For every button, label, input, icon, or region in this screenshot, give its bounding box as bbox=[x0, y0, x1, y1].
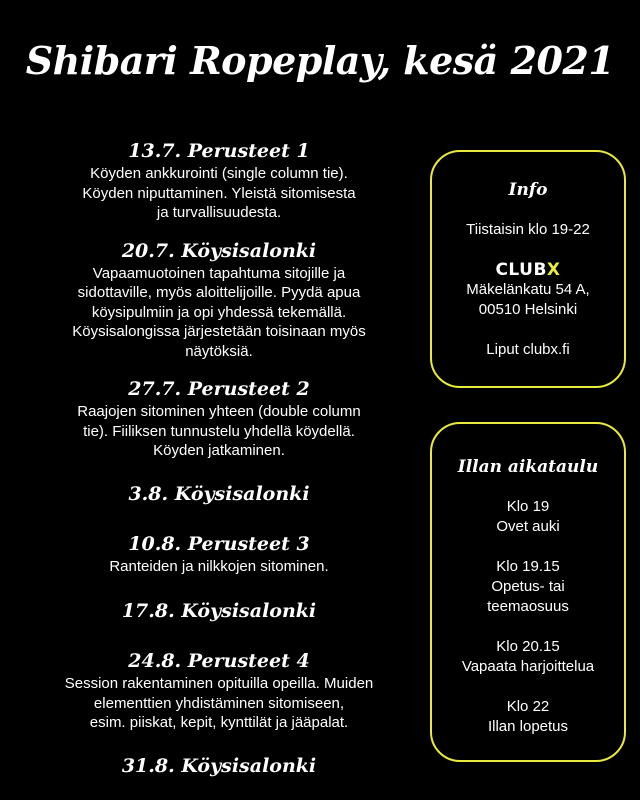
evening-title: Illan aikataulu bbox=[457, 457, 599, 477]
event-title: 10.8. Perusteet 3 bbox=[128, 532, 310, 555]
schedule-time: Klo 20.15 bbox=[496, 638, 560, 655]
schedule-time: Klo 19 bbox=[506, 498, 550, 515]
event-item bbox=[0, 648, 438, 733]
event-title: 13.7. Perusteet 1 bbox=[128, 140, 310, 162]
event-item bbox=[0, 531, 438, 577]
info-title: Info bbox=[508, 180, 548, 200]
event-title: 31.8. Köysisalonki bbox=[121, 754, 317, 777]
clubx-logo bbox=[432, 260, 624, 280]
schedule-item bbox=[432, 557, 624, 617]
event-desc-line: esim. piiskat, kepit, kynttilät ja jääpalat. bbox=[89, 714, 349, 731]
event-item bbox=[0, 238, 438, 362]
schedule-desc: Opetus- tai bbox=[491, 578, 565, 595]
logo-text: CLUB bbox=[495, 260, 547, 280]
event-item bbox=[0, 481, 438, 507]
event-title: 3.8. Köysisalonki bbox=[128, 482, 310, 505]
event-desc-line: Vapaamuotoinen tapahtuma sitojille ja bbox=[92, 264, 346, 282]
event-item bbox=[0, 598, 438, 624]
info-tickets: Liput clubx.fi bbox=[486, 341, 570, 358]
event-desc-line: sidottaville, myös aloittelijoille. Pyydä apua bbox=[77, 284, 361, 301]
event-desc-line: Köyden niputtaminen. Yleistä sitomisesta bbox=[82, 184, 356, 202]
schedule-item bbox=[432, 697, 624, 737]
schedule-desc: Illan lopetus bbox=[487, 718, 569, 735]
event-desc-line: Ranteiden ja nilkkojen sitominen. bbox=[109, 557, 329, 575]
event-desc-line: Köyden ankkurointi (single column tie). bbox=[90, 165, 348, 182]
event-desc-line: tie). Fiiliksen tunnustelu yhdellä köydellä. bbox=[83, 422, 355, 440]
event-desc-line: Köysisalongissa järjestetään toisinaan myös bbox=[72, 323, 366, 340]
event-list bbox=[0, 138, 438, 779]
event-desc-line: Session rakentaminen opituilla opeilla. Muiden bbox=[64, 675, 374, 692]
event-desc-line: elementtien yhdistäminen sitomiseen, bbox=[93, 694, 345, 712]
evening-schedule-box bbox=[430, 422, 626, 762]
event-desc-line: Raajojen sitominen yhteen (double column bbox=[77, 403, 361, 420]
event-title: 17.8. Köysisalonki bbox=[121, 600, 317, 622]
schedule-time: Klo 22 bbox=[506, 698, 550, 715]
page-title: Shibari Ropeplay, kesä 2021 bbox=[25, 38, 615, 83]
info-schedule: Tiistaisin klo 19-22 bbox=[466, 221, 590, 238]
event-item bbox=[0, 753, 438, 779]
info-address-line: Mäkelänkatu 54 A, bbox=[466, 281, 590, 298]
schedule-item bbox=[432, 497, 624, 537]
event-item bbox=[0, 138, 438, 223]
schedule-time: Klo 19.15 bbox=[496, 558, 560, 575]
info-box bbox=[430, 150, 626, 388]
event-item bbox=[0, 376, 438, 461]
event-title: 24.8. Perusteet 4 bbox=[128, 650, 310, 672]
schedule-desc: teemaosuus bbox=[487, 598, 569, 615]
schedule-item bbox=[432, 637, 624, 677]
event-title: 27.7. Perusteet 2 bbox=[128, 378, 310, 400]
event-desc-line: näytöksiä. bbox=[185, 342, 253, 360]
event-desc-line: köysipulmiin ja opi yhdessä tekemällä. bbox=[91, 303, 347, 321]
schedule-desc: Ovet auki bbox=[496, 518, 560, 535]
event-desc-line: ja turvallisuudesta. bbox=[156, 204, 282, 221]
schedule-desc: Vapaata harjoittelua bbox=[461, 658, 595, 675]
event-desc-line: Köyden jatkaminen. bbox=[153, 442, 285, 459]
logo-accent: X bbox=[546, 260, 561, 280]
event-title: 20.7. Köysisalonki bbox=[121, 239, 317, 262]
info-address-line: 00510 Helsinki bbox=[478, 301, 578, 318]
